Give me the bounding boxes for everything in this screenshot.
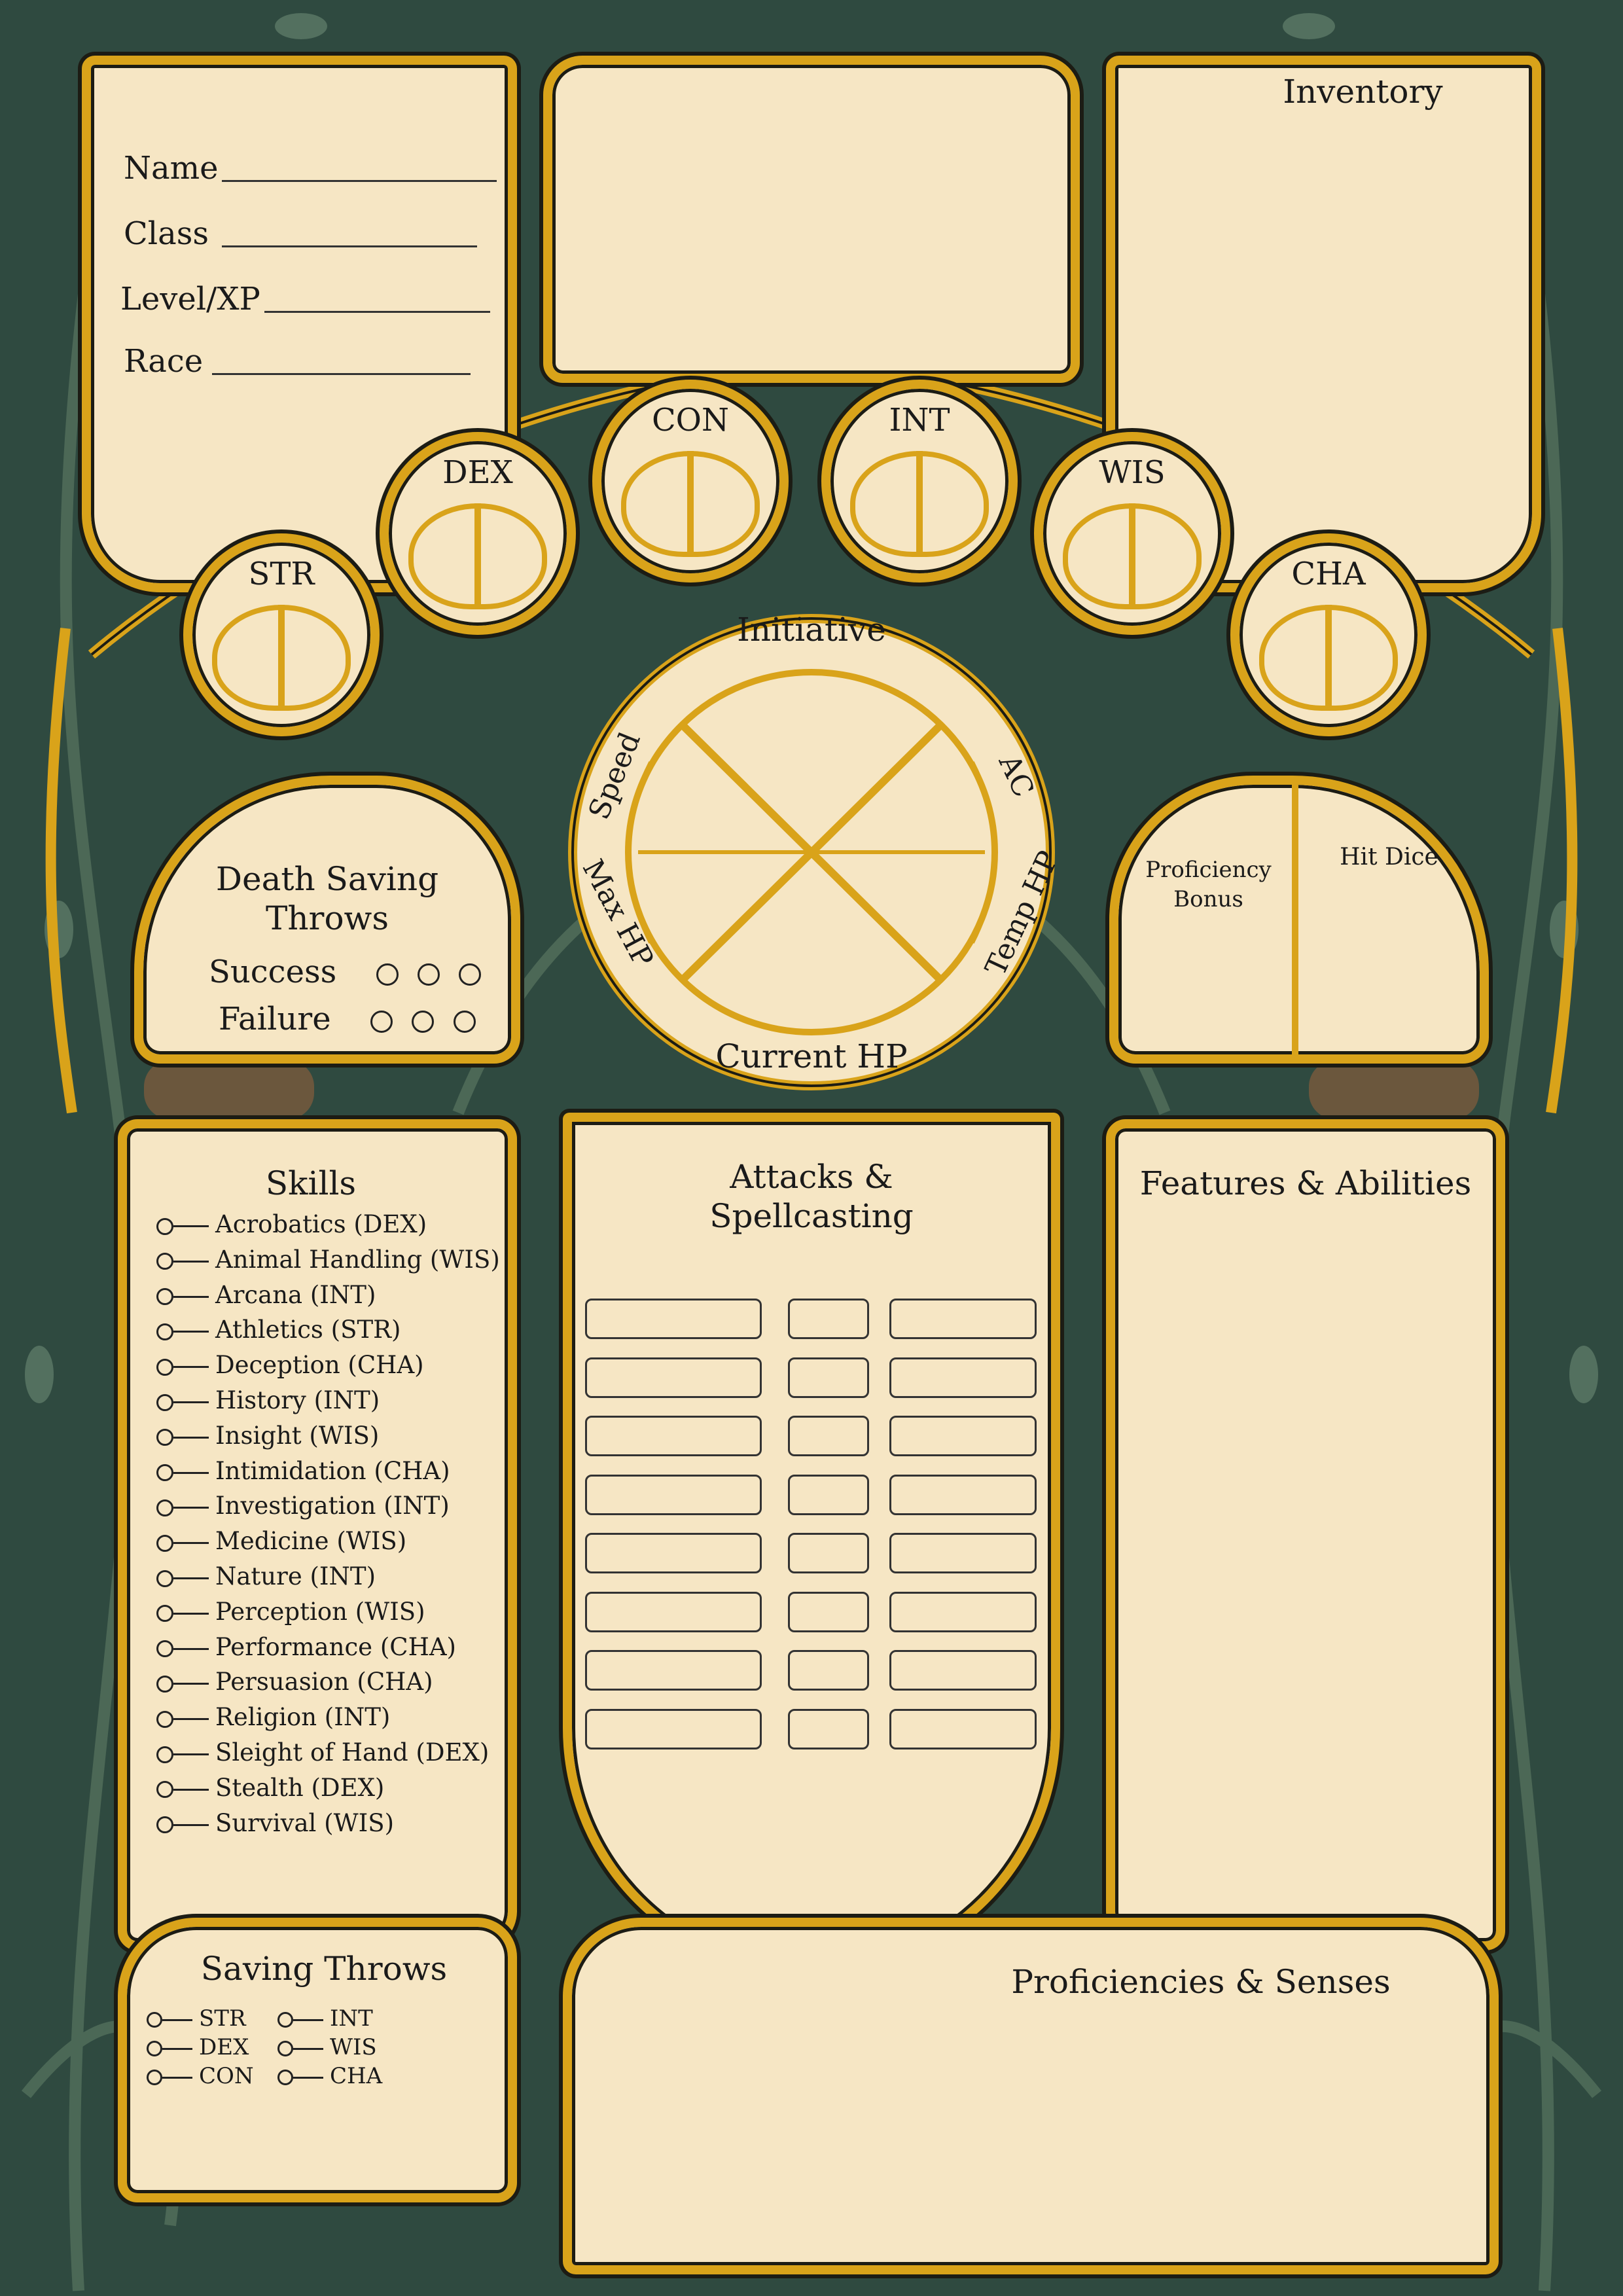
ability-ornament — [474, 503, 481, 606]
hit-dice-box[interactable] — [1298, 785, 1480, 1054]
skill-bonus-field[interactable] — [173, 1648, 209, 1650]
skill-row[interactable] — [156, 1774, 384, 1802]
saving-throw-bonus-field[interactable] — [162, 2048, 192, 2050]
saving-throw-bonus-field[interactable] — [293, 2019, 323, 2021]
skill-label: Performance (CHA) — [215, 1632, 456, 1661]
proficiencies-senses-title: Proficiencies & Senses — [1011, 1963, 1391, 2001]
saving-throw-checkbox[interactable] — [147, 2012, 162, 2028]
skills-panel — [118, 1119, 517, 1950]
death-saves-title-2: Throws — [265, 899, 389, 937]
skill-proficiency-checkbox[interactable] — [156, 1676, 173, 1693]
attack-bonus-field[interactable] — [788, 1299, 869, 1339]
name-field[interactable] — [222, 180, 497, 182]
skill-row[interactable] — [156, 1246, 500, 1274]
skill-proficiency-checkbox[interactable] — [156, 1816, 173, 1833]
ability-label-con: CON — [651, 402, 730, 439]
skill-label: Nature (INT) — [215, 1562, 376, 1590]
skill-row[interactable] — [156, 1703, 390, 1731]
attack-damage-field[interactable] — [889, 1709, 1037, 1749]
saving-throw-bonus-field[interactable] — [162, 2077, 192, 2079]
saving-throws-title: Saving Throws — [200, 1950, 448, 1988]
skill-bonus-field[interactable] — [173, 1683, 209, 1685]
saving-throw-checkbox[interactable] — [147, 2070, 162, 2085]
skill-proficiency-checkbox[interactable] — [156, 1535, 173, 1552]
skill-proficiency-checkbox[interactable] — [156, 1711, 173, 1728]
race-label: Race — [124, 343, 204, 380]
failure-checkbox-2[interactable] — [412, 1011, 434, 1033]
skill-label: Stealth (DEX) — [215, 1773, 385, 1802]
ability-ornament — [278, 605, 285, 708]
saving-throw-bonus-field[interactable] — [162, 2019, 192, 2021]
skill-row[interactable] — [156, 1738, 489, 1767]
ability-ornament — [1325, 605, 1332, 708]
skill-bonus-field[interactable] — [173, 1401, 209, 1403]
saving-throw-row[interactable] — [147, 2063, 254, 2089]
success-checkbox-1[interactable] — [376, 963, 399, 986]
skill-bonus-field[interactable] — [173, 1718, 209, 1720]
skill-proficiency-checkbox[interactable] — [156, 1323, 173, 1340]
attack-damage-field[interactable] — [889, 1475, 1037, 1515]
proficiency-bonus-label-2: Bonus — [1173, 886, 1243, 912]
skill-bonus-field[interactable] — [173, 1331, 209, 1333]
skill-row[interactable] — [156, 1281, 376, 1309]
ability-ornament — [916, 451, 923, 554]
attacks-title-2: Spellcasting — [709, 1197, 914, 1235]
ability-wis[interactable] — [1034, 432, 1230, 635]
skill-proficiency-checkbox[interactable] — [156, 1288, 173, 1305]
skill-proficiency-checkbox[interactable] — [156, 1253, 173, 1270]
skill-bonus-field[interactable] — [173, 1296, 209, 1298]
attack-name-field[interactable] — [585, 1416, 762, 1456]
attack-bonus-field[interactable] — [788, 1533, 869, 1573]
attacks-panel — [563, 1113, 1060, 1977]
failure-checkbox-1[interactable] — [370, 1011, 393, 1033]
skill-label: History (INT) — [215, 1386, 380, 1414]
skill-row[interactable] — [156, 1668, 433, 1696]
success-checkbox-3[interactable] — [459, 963, 481, 986]
skill-row[interactable] — [156, 1457, 450, 1485]
success-label: Success — [209, 954, 337, 990]
attack-damage-field[interactable] — [889, 1299, 1037, 1339]
temp-hp-label[interactable]: Temp HP — [978, 846, 1066, 981]
skill-row[interactable] — [156, 1598, 425, 1626]
race-field[interactable] — [212, 373, 471, 375]
skill-proficiency-checkbox[interactable] — [156, 1640, 173, 1657]
attack-damage-field[interactable] — [889, 1592, 1037, 1632]
skill-bonus-field[interactable] — [173, 1542, 209, 1544]
skill-label: Athletics (STR) — [215, 1316, 401, 1344]
skill-row[interactable] — [156, 1316, 401, 1344]
saving-throw-label: WIS — [330, 2034, 377, 2060]
skill-label: Deception (CHA) — [215, 1351, 424, 1380]
skill-bonus-field[interactable] — [173, 1437, 209, 1439]
skill-row[interactable] — [156, 1527, 406, 1555]
level-xp-label: Level/XP — [120, 281, 260, 317]
name-label: Name — [124, 150, 219, 187]
ability-cha[interactable] — [1230, 533, 1427, 736]
skill-bonus-field[interactable] — [173, 1507, 209, 1509]
saving-throw-checkbox[interactable] — [277, 2012, 293, 2028]
skill-bonus-field[interactable] — [173, 1261, 209, 1263]
ability-label-str: STR — [248, 556, 315, 592]
features-title: Features & Abilities — [1139, 1164, 1472, 1202]
hit-dice-label: Hit Dice — [1340, 844, 1438, 870]
skill-bonus-field[interactable] — [173, 1789, 209, 1791]
skill-proficiency-checkbox[interactable] — [156, 1394, 173, 1411]
combat-wheel-frame — [566, 612, 1057, 1093]
skill-bonus-field[interactable] — [173, 1472, 209, 1474]
attack-bonus-field[interactable] — [788, 1592, 869, 1632]
skill-proficiency-checkbox[interactable] — [156, 1605, 173, 1622]
skill-label: Sleight of Hand (DEX) — [215, 1738, 490, 1767]
skills-title: Skills — [265, 1164, 357, 1202]
skill-proficiency-checkbox[interactable] — [156, 1429, 173, 1446]
saving-throw-row[interactable] — [147, 2005, 246, 2032]
attack-name-field[interactable] — [585, 1299, 762, 1339]
saving-throw-bonus-field[interactable] — [293, 2077, 323, 2079]
ability-con[interactable] — [592, 380, 789, 583]
attack-bonus-field[interactable] — [788, 1357, 869, 1398]
saving-throw-label: CON — [199, 2063, 254, 2089]
skill-proficiency-checkbox[interactable] — [156, 1499, 173, 1516]
skill-label: Investigation (INT) — [215, 1492, 450, 1520]
saving-throw-label: INT — [330, 2005, 373, 2032]
current-hp-label[interactable]: Current HP — [715, 1037, 908, 1075]
skill-label: Animal Handling (WIS) — [215, 1245, 500, 1274]
skill-label: Acrobatics (DEX) — [215, 1210, 427, 1238]
saving-throw-row[interactable] — [277, 2005, 373, 2032]
ability-str[interactable] — [183, 533, 380, 736]
ability-ornament — [687, 451, 694, 554]
proficiencies-senses-panel[interactable] — [563, 1918, 1499, 2274]
skill-label: Persuasion (CHA) — [215, 1668, 433, 1696]
skill-bonus-field[interactable] — [173, 1577, 209, 1579]
skill-row[interactable] — [156, 1562, 376, 1590]
skill-row[interactable] — [156, 1210, 427, 1238]
saving-throw-row[interactable] — [277, 2034, 377, 2060]
skill-row[interactable] — [156, 1492, 450, 1520]
skill-row[interactable] — [156, 1422, 379, 1450]
skill-row[interactable] — [156, 1809, 394, 1837]
attacks-title-1: Attacks & — [730, 1158, 893, 1196]
skill-proficiency-checkbox[interactable] — [156, 1570, 173, 1587]
ability-label-cha: CHA — [1291, 556, 1366, 592]
attack-name-field[interactable] — [585, 1475, 762, 1515]
skill-proficiency-checkbox[interactable] — [156, 1746, 173, 1763]
skill-proficiency-checkbox[interactable] — [156, 1781, 173, 1798]
class-label: Class — [124, 215, 209, 252]
saving-throw-label: CHA — [330, 2063, 383, 2089]
proficiency-panel — [1109, 776, 1489, 1064]
saving-throw-label: DEX — [199, 2034, 249, 2060]
attack-bonus-field[interactable] — [788, 1475, 869, 1515]
attack-damage-field[interactable] — [889, 1533, 1037, 1573]
saving-throw-label: STR — [199, 2005, 246, 2032]
ability-label-int: INT — [889, 402, 950, 439]
skill-bonus-field[interactable] — [173, 1613, 209, 1615]
skill-row[interactable] — [156, 1386, 380, 1414]
skill-label: Intimidation (CHA) — [215, 1456, 450, 1485]
skill-row[interactable] — [156, 1351, 424, 1379]
speed-label[interactable]: Speed — [582, 727, 647, 825]
success-checkbox-2[interactable] — [418, 963, 440, 986]
ability-label-dex: DEX — [442, 454, 513, 491]
features-panel[interactable] — [1106, 1119, 1505, 1950]
attack-damage-field[interactable] — [889, 1650, 1037, 1691]
attack-bonus-field[interactable] — [788, 1650, 869, 1691]
attack-name-field[interactable] — [585, 1650, 762, 1691]
success-row — [209, 954, 490, 990]
failure-checkbox-3[interactable] — [454, 1011, 476, 1033]
skill-proficiency-checkbox[interactable] — [156, 1464, 173, 1481]
skill-bonus-field[interactable] — [173, 1225, 209, 1227]
initiative-label[interactable]: Initiative — [737, 611, 886, 649]
skill-proficiency-checkbox[interactable] — [156, 1359, 173, 1376]
ability-dex[interactable] — [380, 432, 576, 635]
proficiency-bonus-box[interactable] — [1118, 785, 1298, 1054]
banner-panel[interactable] — [543, 56, 1080, 383]
saving-throw-row[interactable] — [147, 2034, 249, 2060]
attack-name-field[interactable] — [585, 1533, 762, 1573]
combat-wheel — [566, 611, 1066, 1093]
skill-label: Medicine (WIS) — [215, 1527, 407, 1556]
attack-name-field[interactable] — [585, 1592, 762, 1632]
skill-bonus-field[interactable] — [173, 1366, 209, 1368]
saving-throw-checkbox[interactable] — [277, 2070, 293, 2085]
attack-damage-field[interactable] — [889, 1357, 1037, 1398]
ac-label[interactable]: AC — [991, 749, 1041, 802]
skill-proficiency-checkbox[interactable] — [156, 1218, 173, 1235]
skill-label: Insight (WIS) — [215, 1421, 380, 1450]
skill-label: Survival (WIS) — [215, 1808, 395, 1837]
skill-bonus-field[interactable] — [173, 1753, 209, 1755]
attack-bonus-field[interactable] — [788, 1709, 869, 1749]
attack-name-field[interactable] — [585, 1709, 762, 1749]
failure-row — [219, 1001, 485, 1037]
ability-int[interactable] — [821, 380, 1018, 583]
max-hp-label[interactable]: Max HP — [575, 853, 660, 973]
saving-throw-row[interactable] — [277, 2063, 382, 2089]
skill-bonus-field[interactable] — [173, 1824, 209, 1826]
class-field[interactable] — [222, 245, 477, 247]
inventory-title: Inventory — [1283, 73, 1443, 111]
ability-ornament — [1129, 503, 1135, 606]
level-xp-field[interactable] — [264, 311, 490, 313]
proficiency-bonus-label-1: Proficiency — [1145, 857, 1272, 883]
skill-label: Religion (INT) — [215, 1703, 391, 1732]
death-saves-title-1: Death Saving — [215, 860, 439, 898]
skill-row[interactable] — [156, 1633, 456, 1661]
skill-label: Perception (WIS) — [215, 1597, 425, 1626]
saving-throw-checkbox[interactable] — [277, 2041, 293, 2056]
attack-damage-field[interactable] — [889, 1416, 1037, 1456]
saving-throws-panel — [118, 1918, 517, 2202]
attack-bonus-field[interactable] — [788, 1416, 869, 1456]
ability-label-wis: WIS — [1099, 454, 1166, 491]
saving-throw-checkbox[interactable] — [147, 2041, 162, 2056]
failure-label: Failure — [219, 1001, 331, 1037]
attack-name-field[interactable] — [585, 1357, 762, 1398]
saving-throw-bonus-field[interactable] — [293, 2048, 323, 2050]
skill-label: Arcana (INT) — [215, 1280, 376, 1309]
